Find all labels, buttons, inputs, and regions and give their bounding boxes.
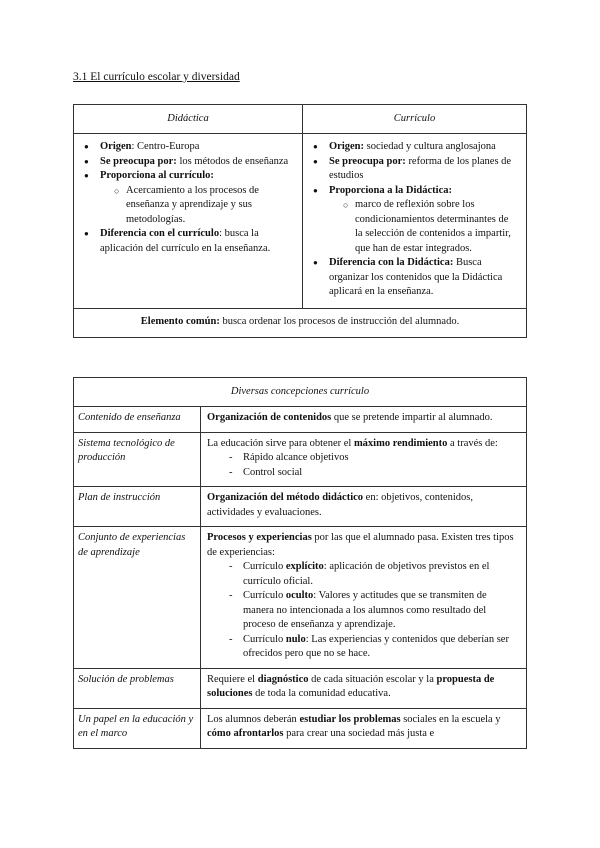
list-item: ● Diferencia con la Didáctica: Busca organizar los contenidos que la Didáctica aplicará en la enseñanza. bbox=[309, 256, 518, 300]
list-item: - Currículo nulo: Las experiencias y contenidos que deberían ser ofrecidos pero que no se hace. bbox=[229, 633, 520, 662]
list-item: - Rápido alcance objetivos bbox=[229, 451, 520, 466]
table-row: Solución de problemas Requiere el diagnóstico de cada situación escolar y la propuesta de soluciones de toda la comunidad educativa. bbox=[74, 668, 527, 708]
common-element-row: Elemento común: busca ordenar los procesos de instrucción del alumnado. bbox=[74, 308, 527, 337]
list-item: ● Se preocupa por: los métodos de enseñanza bbox=[80, 155, 294, 170]
section-heading: 3.1 El currículo escolar y diversidad bbox=[73, 71, 240, 83]
list-item: ● Origen: Centro-Europa bbox=[80, 140, 294, 155]
curriculo-header: Currículo bbox=[303, 105, 527, 134]
list-item: ● Se preocupa por: reforma de los planes de estudios bbox=[309, 155, 518, 184]
table-row: Plan de instrucción Organización del método didáctico en: objetivos, contenidos, actividades y evaluaciones. bbox=[74, 487, 527, 527]
didactica-cell bbox=[74, 134, 303, 309]
list-item: ● Diferencia con el currículo: busca la aplicación del currículo en la enseñanza. bbox=[80, 227, 294, 256]
table-row: Conjunto de experiencias de aprendizaje Procesos y experiencias por las que el alumnado pasa. Existen tres tipos de experiencias: - Currículo explícito: aplicación de objetivos previstos en el currículo oficial. - Currículo oculto: Valores y actitudes que se transmiten de manera no intencionada a los alumnos como resultado del proceso de enseñanza y aprendizaje. - Currículo nulo: Las experiencias y contenidos que deberían ser ofrecidos pero que no se hace. bbox=[74, 527, 527, 669]
sub-list-item: ○ marco de reflexión sobre los condicionamientos determinantes de la selección de contenidos a impartir, que han de estar integrados. bbox=[343, 198, 518, 256]
sub-list-item: ○ Acercamiento a los procesos de enseñanza y aprendizaje y sus metodologías. bbox=[114, 184, 294, 228]
list-item: ● Origen: sociedad y cultura anglosajona bbox=[309, 140, 518, 155]
list-item: - Control social bbox=[229, 466, 520, 481]
concepciones-table bbox=[73, 377, 527, 749]
list-item: ● Proporciona al currículo: ○ Acercamiento a los procesos de enseñanza y aprendizaje y sus metodologías. bbox=[80, 169, 294, 227]
concepciones-header: Diversas concepciones currículo bbox=[74, 378, 527, 407]
table-row: Sistema tecnológico de producción La educación sirve para obtener el máximo rendimiento a través de: - Rápido alcance objetivos - Control social bbox=[74, 432, 527, 487]
didactica-header: Didáctica bbox=[74, 105, 303, 134]
list-item: ● Proporciona a la Didáctica: ○ marco de reflexión sobre los condicionamientos determinantes de la selección de contenidos a impartir, que han de estar integrados. bbox=[309, 184, 518, 257]
curriculo-cell bbox=[303, 134, 527, 309]
table-row: Un papel en la educación y en el marco Los alumnos deberán estudiar los problemas sociales en la escuela y cómo afrontarlos para crear una sociedad más justa e bbox=[74, 708, 527, 748]
didactica-curriculo-table bbox=[73, 104, 527, 338]
list-item: - Currículo oculto: Valores y actitudes que se transmiten de manera no intencionada a los alumnos como resultado del proceso de enseñanza y aprendizaje. bbox=[229, 589, 520, 633]
list-item: - Currículo explícito: aplicación de objetivos previstos en el currículo oficial. bbox=[229, 560, 520, 589]
table-row: Contenido de enseñanza Organización de contenidos que se pretende impartir al alumnado. bbox=[74, 407, 527, 433]
